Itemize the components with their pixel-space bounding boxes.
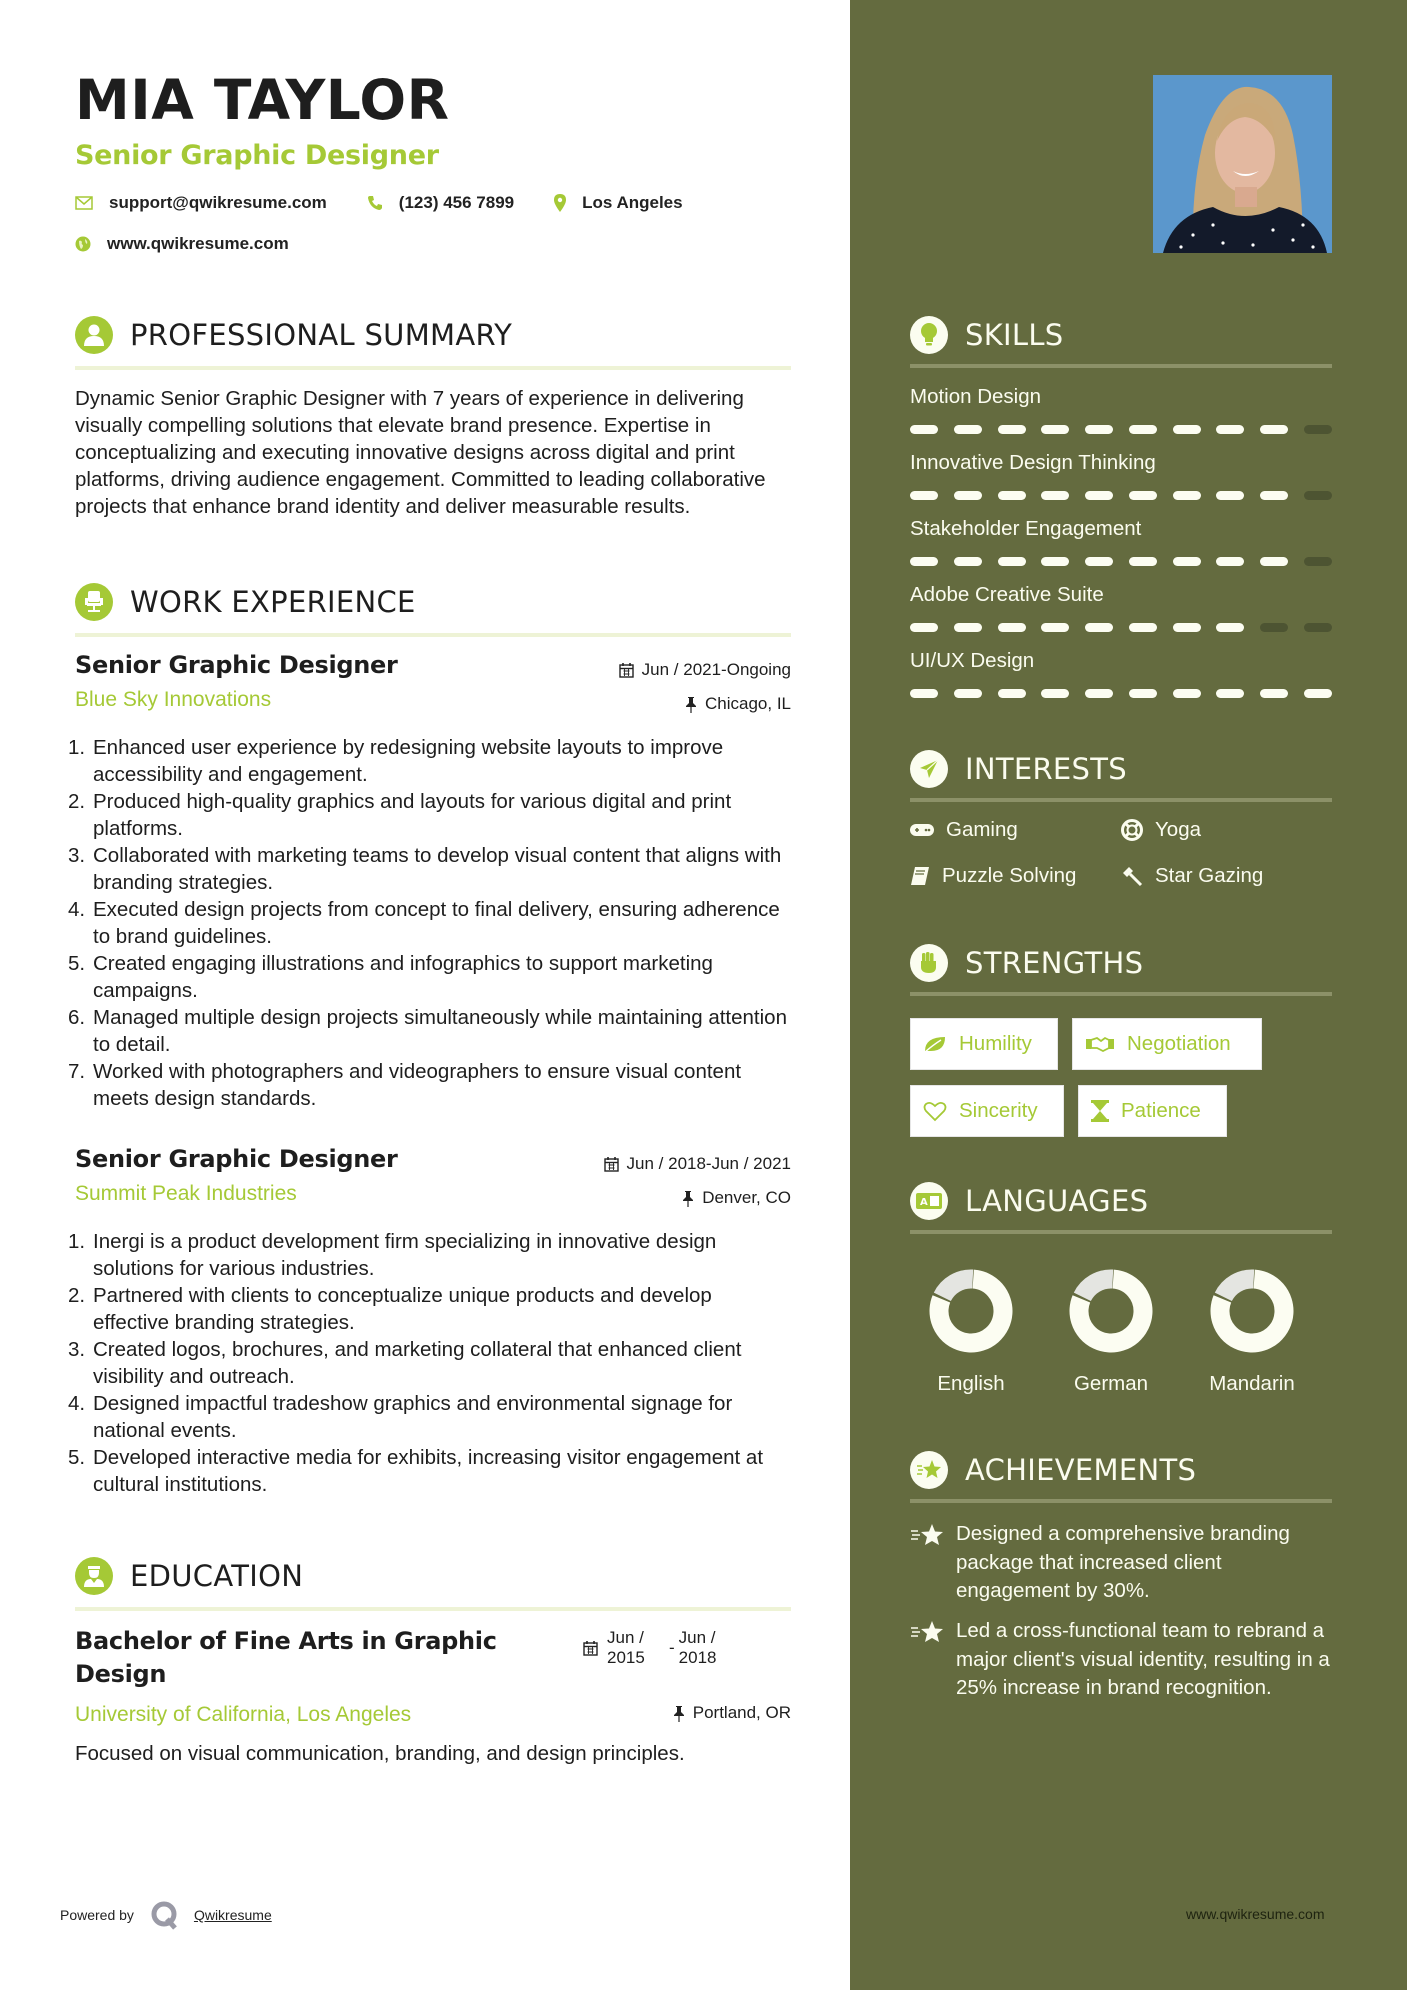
office-chair-icon [75,583,113,621]
life-ring-icon [1121,819,1143,841]
heart-icon [923,1101,947,1122]
company-name: Summit Peak Industries [75,1182,297,1205]
section-header-achievements [910,1451,1332,1501]
skill-level-bar [910,623,1332,632]
list-item: 3. Collaborated with marketing teams to develop visual content that aligns with branding strategies. [68,844,782,894]
translate-icon [910,1182,948,1220]
job-dates: Jun / 2021-Ongoing [619,660,791,680]
qwikresume-link[interactable]: Qwikresume [193,1907,272,1923]
list-item: 5. Created engaging illustrations and infographics to support marketing campaigns. [68,952,713,1002]
globe-icon [75,236,91,252]
education-start: Jun / 2015 [607,1628,645,1667]
section-header-strengths [910,944,1332,994]
contact-website[interactable]: www.qwikresume.com [75,234,289,254]
section-header-education [75,1557,791,1607]
envelope-icon [75,196,93,210]
hourglass-icon [1091,1100,1109,1122]
skill-level-bar [910,557,1332,566]
contact-phone[interactable]: (123) 456 7899 [367,193,514,213]
map-pin-icon [554,194,566,212]
calendar-icon [583,1640,598,1656]
gamepad-icon [910,823,934,837]
education-location: Portland, OR [673,1703,791,1723]
candidate-role: Senior Graphic Designer [75,140,439,171]
list-item: 5. Developed interactive media for exhibits, increasing visitor engagement at cultural institutions. [68,1446,764,1496]
powered-by: Powered by Qwikresume [60,1900,272,1930]
job-title: Senior Graphic Designer [75,1145,398,1173]
calendar-icon [604,1156,619,1172]
section-title: ACHIEVEMENTS [965,1453,1197,1487]
date-separator: - [669,1638,675,1657]
interest-item: Puzzle Solving [910,864,1076,888]
job-location: Denver, CO [682,1188,791,1208]
list-item: 1. Inergi is a product development firm specializing in innovative design solutions for various industries. [68,1230,717,1280]
candidate-name: MIA TAYLOR [75,68,450,132]
strength-chip: Patience [1078,1085,1227,1137]
raised-fist-icon [910,944,948,982]
list-item: 2. Produced high-quality graphics and layouts for various digital and print platforms. [68,790,732,840]
language-proficiency-donut [926,1266,1016,1356]
section-header-interests [910,750,1332,800]
language-proficiency-donut [1207,1266,1297,1356]
job-location: Chicago, IL [685,694,791,714]
pushpin-icon [685,696,697,713]
graduate-icon [75,1557,113,1595]
contact-email[interactable]: support@qwikresume.com [75,193,327,213]
strength-chip: Negotiation [1072,1018,1262,1070]
interest-item: Gaming [910,818,1018,842]
contact-location: Los Angeles [554,193,682,213]
section-divider [910,992,1332,996]
section-title: EDUCATION [130,1559,304,1593]
strength-chip: Sincerity [910,1085,1064,1137]
handshake-icon [1085,1035,1115,1053]
section-divider [75,366,791,370]
degree-title: Bachelor of Fine Arts in Graphic Design [75,1627,497,1688]
list-item: 1. Enhanced user experience by redesigning website layouts to improve accessibility and engagement. [68,736,724,786]
pushpin-icon [682,1190,694,1207]
education-dates [583,1628,729,1668]
job-dates: Jun / 2018-Jun / 2021 [604,1154,791,1174]
phone-icon [367,195,383,211]
section-divider [910,1499,1332,1503]
company-name: Blue Sky Innovations [75,688,272,711]
list-item: 2. Partnered with clients to conceptualize unique products and develop effective branding strategies. [68,1284,712,1334]
book-icon [910,866,930,886]
strength-chip: Humility [910,1018,1058,1070]
section-divider [75,633,791,637]
skill-level-bar [910,491,1332,500]
shooting-star-icon [910,1451,948,1489]
list-item: 4. Executed design projects from concept to final delivery, ensuring adherence to brand guidelines. [68,898,780,948]
section-divider [75,1607,791,1611]
job-responsibilities [68,1228,793,1498]
section-title: INTERESTS [965,752,1127,786]
list-item: 7. Worked with photographers and videographers to ensure visual content meets design standards. [68,1060,742,1110]
job-title: Senior Graphic Designer [75,651,398,679]
education-description: Focused on visual communication, branding, and design principles. [75,1742,685,1765]
skill-item: UI/UX Design [910,649,1332,698]
list-item: 4. Designed impactful tradeshow graphics and environmental signage for national events. [68,1392,733,1442]
skill-level-bar [910,689,1332,698]
skill-item: Stakeholder Engagement [910,517,1332,566]
section-divider [910,364,1332,368]
contact-row-secondary [75,234,329,254]
section-title: PROFESSIONAL SUMMARY [130,318,513,352]
summary-text: Dynamic Senior Graphic Designer with 7 years of experience in delivering visually compelling solutions that elevate brand presence. Expertise in conceptualizing and executing innovative designs across digital and print platforms, driving audience engagement. Committed to leading collaborative projects that enhance brand identity and deliver measurable results. [75,387,766,518]
shooting-star-icon [910,1619,944,1645]
language-proficiency-donut [1066,1266,1156,1356]
section-title: LANGUAGES [965,1184,1149,1218]
achievement-item: Led a cross-functional team to rebrand a major client's visual identity, resulting in a 25% increase in brand recognition. [910,1617,1332,1703]
section-title: STRENGTHS [965,946,1144,980]
skill-item: Innovative Design Thinking [910,451,1332,500]
language-item: English [911,1266,1031,1396]
section-divider [910,1230,1332,1234]
section-title: SKILLS [965,318,1064,352]
qwikresume-logo-icon [150,1900,180,1930]
profile-photo [1153,75,1332,253]
school-name: University of California, Los Angeles [75,1703,412,1726]
leaf-icon [923,1035,947,1053]
section-title: WORK EXPERIENCE [130,585,416,619]
gavel-icon [1121,865,1143,887]
section-divider [910,798,1332,802]
language-item: Mandarin [1192,1266,1312,1396]
skill-item: Motion Design [910,385,1332,434]
calendar-icon [619,662,634,678]
skill-item: Adobe Creative Suite [910,583,1332,632]
shooting-star-icon [910,1522,944,1548]
list-item: 3. Created logos, brochures, and marketing collateral that enhanced client visibility and outreach. [68,1338,742,1388]
achievement-item: Designed a comprehensive branding package that increased client engagement by 30%. [910,1520,1332,1606]
job-responsibilities [68,734,793,1112]
pushpin-icon [673,1705,685,1722]
section-header-skills [910,316,1332,366]
footer-website[interactable]: www.qwikresume.com [1186,1906,1325,1922]
section-header-languages [910,1182,1332,1232]
language-item: German [1051,1266,1171,1396]
list-item: 6. Managed multiple design projects simultaneously while maintaining attention to detail. [68,1006,787,1056]
contact-row-primary [75,193,723,213]
interest-item: Star Gazing [1121,864,1263,888]
skill-level-bar [910,425,1332,434]
paper-plane-icon [910,750,948,788]
svg-text:A: A [920,1197,928,1208]
section-header-experience [75,583,791,633]
education-end: Jun / 2018 [678,1628,717,1667]
user-icon [75,316,113,354]
lightbulb-icon [910,316,948,354]
section-header-summary [75,316,791,366]
interest-item: Yoga [1121,818,1201,842]
